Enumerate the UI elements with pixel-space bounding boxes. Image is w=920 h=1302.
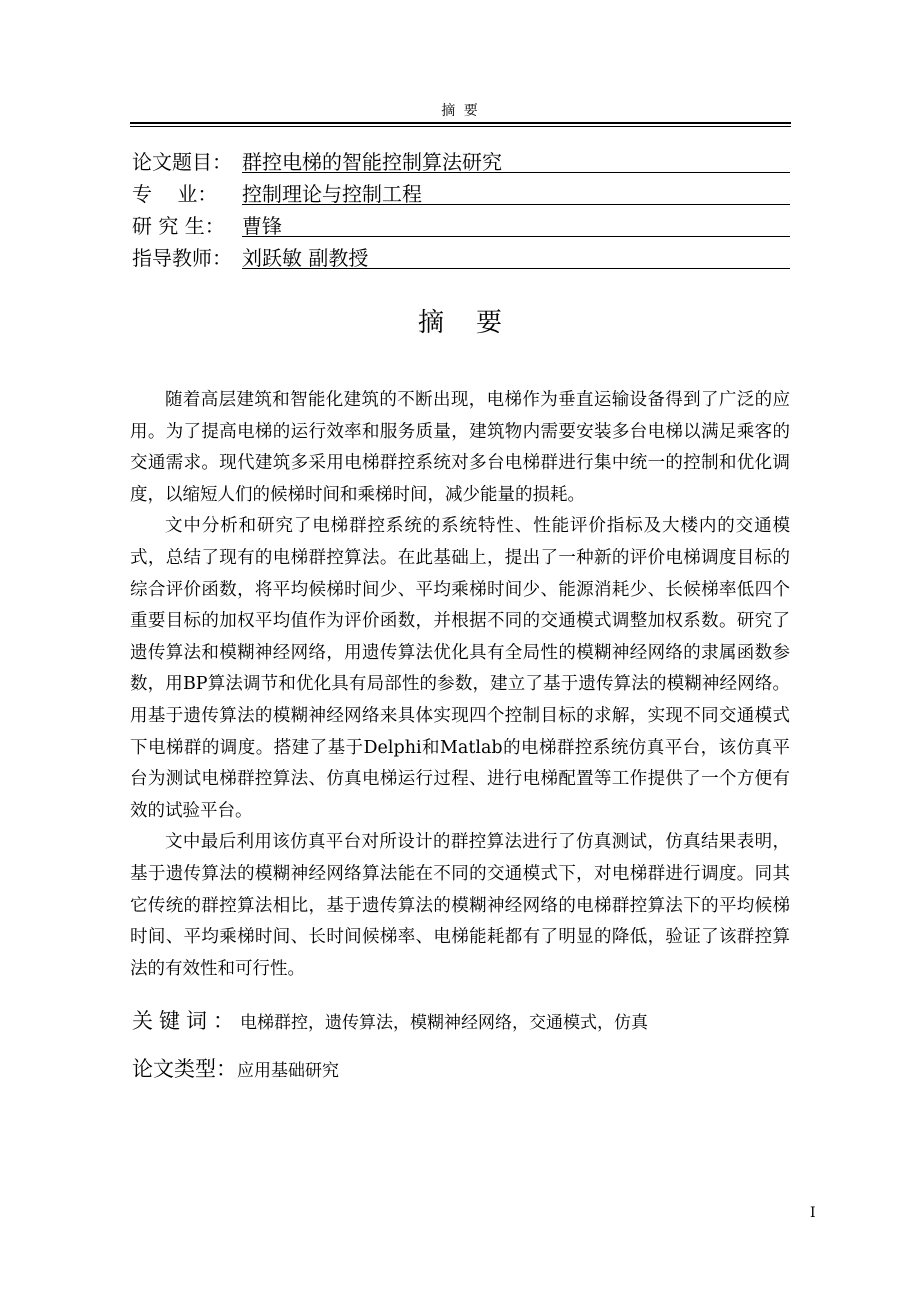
thesis-type-value: 应用基础研究 [237, 1061, 339, 1081]
title-label: 论文题目： [132, 150, 232, 174]
abstract-body [130, 385, 790, 985]
student-value: 曹锋 [242, 210, 790, 237]
page-number: I [810, 1205, 816, 1221]
info-row-major [132, 176, 790, 206]
info-row-advisor [132, 240, 790, 270]
header-rule-thin [130, 126, 791, 127]
header-rule-thick [130, 122, 791, 124]
thesis-type-label: 论文类型： [132, 1057, 237, 1081]
keywords-value: 电梯群控，遗传算法，模糊神经网络，交通模式，仿真 [240, 1013, 648, 1033]
running-header: 摘 要 [441, 103, 480, 119]
major-label: 专 业： [132, 182, 218, 206]
advisor-label: 指导教师： [132, 246, 232, 270]
abstract-title: 摘要 [417, 308, 534, 338]
major-value: 控制理论与控制工程 [242, 178, 790, 205]
keywords-label: 关键词： [132, 1009, 240, 1033]
keywords-line [132, 1005, 648, 1035]
thesis-type-line [132, 1053, 339, 1083]
advisor-value: 刘跃敏 副教授 [242, 242, 790, 269]
info-row-student [132, 208, 790, 238]
student-label: 研 究 生： [132, 214, 225, 238]
abstract-paragraph: 文中分析和研究了电梯群控系统的系统特性、性能评价指标及大楼内的交通模式，总结了现有的电梯群控算法。在此基础上，提出了一种新的评价电梯调度目标的综合评价函数，将平均候梯时间少、平均乘梯时间少、能源消耗少、长候梯率低四个重要目标的加权平均值作为评价函数，并根据不同的交通模式调整加权系数。研究了遗传算法和模糊神经网络，用遗传算法优化具有全局性的模糊神经网络的隶属函数参数，用BP算法调节和优化具有局部性的参数，建立了基于遗传算法的模糊神经网络。用基于遗传算法的模糊神经网络来具体实现四个控制目标的求解，实现不同交通模式下电梯群的调度。搭建了基于Delphi和Matlab的电梯群控系统仿真平台，该仿真平台为测试电梯群控算法、仿真电梯运行过程、进行电梯配置等工作提供了一个方便有效的试验平台。 [130, 516, 790, 821]
abstract-paragraph: 文中最后利用该仿真平台对所设计的群控算法进行了仿真测试，仿真结果表明，基于遗传算法的模糊神经网络算法能在不同的交通模式下，对电梯群进行调度。同其它传统的群控算法相比，基于遗传算法的模糊神经网络的电梯群控算法下的平均候梯时间、平均乘梯时间、长时间候梯率、电梯能耗都有了明显的降低，验证了该群控算法的有效性和可行性。 [130, 832, 790, 979]
info-row-title [132, 144, 790, 174]
abstract-paragraph: 随着高层建筑和智能化建筑的不断出现，电梯作为垂直运输设备得到了广泛的应用。为了提高电梯的运行效率和服务质量，建筑物内需要安装多台电梯以满足乘客的交通需求。现代建筑多采用电梯群控系统对多台电梯群进行集中统一的控制和优化调度，以缩短人们的候梯时间和乘梯时间，减少能量的损耗。 [130, 390, 790, 505]
title-value: 群控电梯的智能控制算法研究 [242, 146, 790, 173]
